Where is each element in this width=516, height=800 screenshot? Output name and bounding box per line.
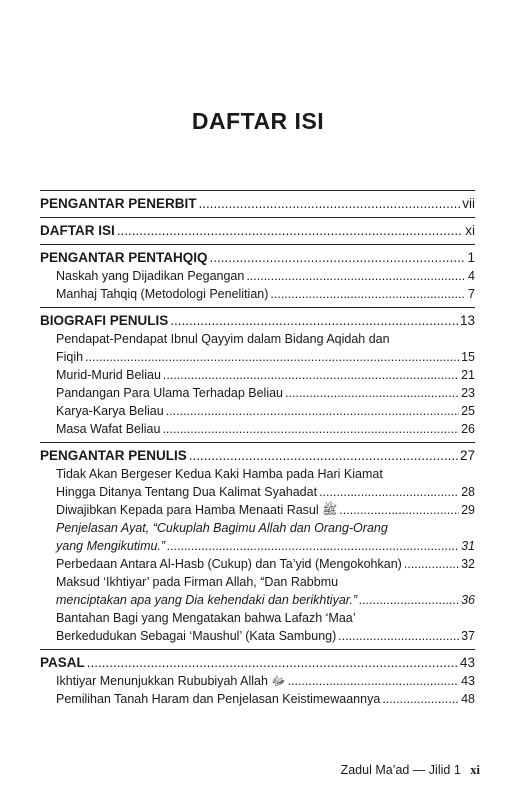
toc-section bbox=[40, 244, 475, 307]
dot-leader bbox=[339, 501, 459, 519]
toc-entry-text: Perbedaan Antara Al-Hasb (Cukup) dan Ta’yid (Mengokohkan) bbox=[56, 557, 402, 571]
toc-entry[interactable] bbox=[40, 591, 475, 609]
page-number: 1 bbox=[467, 250, 475, 265]
dot-leader bbox=[199, 195, 461, 213]
dot-leader bbox=[167, 537, 459, 555]
toc-entry-line: Bantahan Bagi yang Mengatakan bahwa Lafazh ‘Maa’ bbox=[56, 611, 356, 625]
toc-entry-text: Pandangan Para Ulama Terhadap Beliau bbox=[56, 386, 284, 400]
page-number: 28 bbox=[461, 485, 475, 499]
toc-heading-row[interactable] bbox=[40, 195, 475, 213]
dot-leader bbox=[170, 312, 458, 330]
toc-entry-text: Naskah yang Dijadikan Pegangan bbox=[56, 269, 245, 283]
page-number: 23 bbox=[461, 386, 475, 400]
toc-entry[interactable] bbox=[40, 267, 475, 285]
page-number: 43 bbox=[459, 655, 475, 670]
toc-entry-text: Manhaj Tahqiq (Metodologi Penelitian) bbox=[56, 287, 269, 301]
dot-leader bbox=[163, 366, 459, 384]
page-footer bbox=[341, 763, 480, 778]
toc-entry[interactable] bbox=[40, 348, 475, 366]
dot-leader bbox=[285, 384, 459, 402]
footer-page-number: xi bbox=[470, 763, 480, 777]
toc-section bbox=[40, 649, 475, 712]
toc-entry-line: Maksud ‘Ikhtiyar’ pada Firman Allah, “Dan Rabbmu bbox=[56, 575, 339, 589]
page-number: 29 bbox=[461, 503, 475, 517]
dot-leader bbox=[162, 420, 459, 438]
toc-entry-line: Tidak Akan Bergeser Kedua Kaki Hamba pada Hari Kiamat bbox=[56, 467, 383, 481]
page-number: 26 bbox=[461, 422, 475, 436]
dot-leader bbox=[404, 555, 459, 573]
page-title: DAFTAR ISI bbox=[191, 108, 325, 134]
dot-leader bbox=[85, 348, 459, 366]
toc-entry-text: Fiqih bbox=[56, 350, 84, 364]
toc-entry-text: Ikhtiyar Menunjukkan Rububiyah Allah ﷻ bbox=[56, 674, 286, 688]
toc-heading: BIOGRAFI PENULIS bbox=[40, 313, 169, 328]
dot-leader bbox=[359, 591, 459, 609]
toc-entry[interactable] bbox=[40, 537, 475, 555]
toc-heading-row[interactable] bbox=[40, 654, 475, 672]
dot-leader bbox=[210, 249, 466, 267]
dot-leader bbox=[117, 222, 464, 240]
toc-heading-row[interactable] bbox=[40, 222, 475, 240]
toc-entry-text: Hingga Ditanya Tentang Dua Kalimat Syahadat bbox=[56, 485, 318, 499]
toc-section bbox=[40, 442, 475, 649]
toc-entry[interactable] bbox=[40, 285, 475, 303]
dot-leader bbox=[189, 447, 458, 465]
toc-heading-row[interactable] bbox=[40, 249, 475, 267]
toc-entry-text: menciptakan apa yang Dia kehendaki dan berikhtiyar.” bbox=[56, 593, 358, 607]
page-number: 21 bbox=[461, 368, 475, 382]
toc-heading-row[interactable] bbox=[40, 447, 475, 465]
page-number: 31 bbox=[461, 539, 475, 553]
dot-leader bbox=[270, 285, 466, 303]
toc-entry-text: Diwajibkan Kepada para Hamba Menaati Rasul ﷺ bbox=[56, 503, 338, 517]
page-number: 4 bbox=[468, 269, 475, 283]
toc-entry[interactable] bbox=[40, 384, 475, 402]
page-number: 13 bbox=[459, 313, 475, 328]
toc-entry[interactable] bbox=[40, 627, 475, 645]
dot-leader bbox=[338, 627, 459, 645]
dot-leader bbox=[319, 483, 459, 501]
toc-entry-text: Pemilihan Tanah Haram dan Penjelasan Keistimewaannya bbox=[56, 692, 381, 706]
dot-leader bbox=[87, 654, 458, 672]
table-of-contents bbox=[40, 190, 475, 712]
page-number: 15 bbox=[461, 350, 475, 364]
page-number: 43 bbox=[461, 674, 475, 688]
toc-section bbox=[40, 307, 475, 442]
toc-entry[interactable] bbox=[40, 420, 475, 438]
toc-entry[interactable] bbox=[40, 501, 475, 519]
dot-leader bbox=[288, 672, 460, 690]
toc-entry[interactable] bbox=[40, 555, 475, 573]
dot-leader bbox=[246, 267, 466, 285]
toc-entry[interactable] bbox=[40, 402, 475, 420]
dot-leader bbox=[166, 402, 459, 420]
page-number: xi bbox=[465, 223, 475, 238]
toc-heading: PENGANTAR PENTAHQIQ bbox=[40, 250, 208, 265]
toc-heading: PENGANTAR PENERBIT bbox=[40, 196, 197, 211]
page-number: 27 bbox=[459, 448, 475, 463]
page-number: 48 bbox=[461, 692, 475, 706]
toc-section bbox=[40, 190, 475, 217]
toc-entry-line: Penjelasan Ayat, “Cukuplah Bagimu Allah dan Orang-Orang bbox=[56, 521, 388, 535]
toc-entry-text: Murid-Murid Beliau bbox=[56, 368, 161, 382]
toc-heading: PASAL bbox=[40, 655, 85, 670]
dot-leader bbox=[382, 690, 459, 708]
toc-entry[interactable] bbox=[40, 690, 475, 708]
toc-entry[interactable] bbox=[40, 672, 475, 690]
toc-heading-row[interactable] bbox=[40, 312, 475, 330]
toc-entry-text: yang Mengikutimu.” bbox=[56, 539, 166, 553]
page-number: 7 bbox=[468, 287, 475, 301]
toc-entry[interactable] bbox=[40, 366, 475, 384]
page-number: 25 bbox=[461, 404, 475, 418]
page-number: 37 bbox=[461, 629, 475, 643]
toc-entry-text: Berkedudukan Sebagai ‘Maushul’ (Kata Sambung) bbox=[56, 629, 337, 643]
page-number: 36 bbox=[461, 593, 475, 607]
toc-entry-text: Karya-Karya Beliau bbox=[56, 404, 164, 418]
page-number: 32 bbox=[461, 557, 475, 571]
toc-entry[interactable] bbox=[40, 483, 475, 501]
toc-entry-text: Masa Wafat Beliau bbox=[56, 422, 161, 436]
toc-heading: DAFTAR ISI bbox=[40, 223, 115, 238]
toc-section bbox=[40, 217, 475, 244]
toc-heading: PENGANTAR PENULIS bbox=[40, 448, 187, 463]
page-number: vii bbox=[462, 196, 475, 211]
toc-entry-line: Pendapat-Pendapat Ibnul Qayyim dalam Bidang Aqidah dan bbox=[56, 332, 390, 346]
book-title: Zadul Ma’ad — Jilid 1 bbox=[340, 763, 461, 777]
